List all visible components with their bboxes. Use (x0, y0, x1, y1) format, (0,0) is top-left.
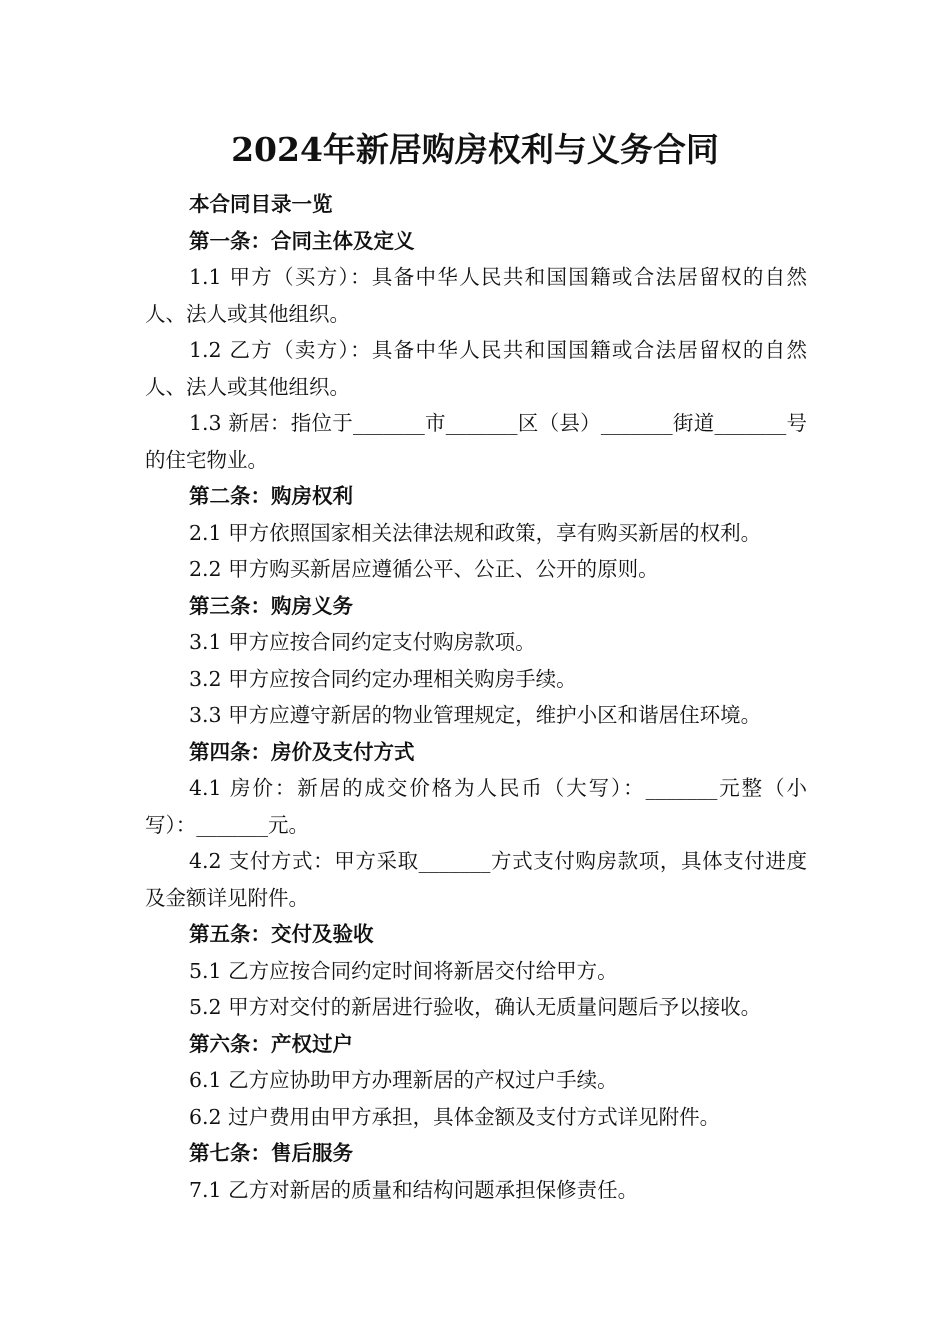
clause-paragraph: 6.1 乙方应协助甲方办理新居的产权过户手续。 (189, 1068, 618, 1092)
clause-paragraph: 7.1 乙方对新居的质量和结构问题承担保修责任。 (189, 1177, 639, 1202)
clause-paragraph: 2.2 甲方购买新居应遵循公平、公正、公开的原则。 (189, 557, 659, 581)
section-heading: 第四条：房价及支付方式 (189, 739, 415, 764)
clause-paragraph: 6.2 过户费用由甲方承担，具体金额及支付方式详见附件。 (189, 1104, 721, 1129)
section-heading: 第七条：售后服务 (189, 1141, 353, 1165)
clause-paragraph: 2.1 甲方依照国家相关法律法规和政策，享有购买新居的权利。 (189, 520, 762, 545)
clause-paragraph: 3.1 甲方应按合同约定支付购房款项。 (189, 630, 536, 654)
clause-paragraph: 4.1 房价：新居的成交价格为人民币（大写）：_______元整（小写）：_______元。 (145, 776, 807, 837)
clause-paragraph: 3.2 甲方应按合同约定办理相关购房手续。 (189, 666, 577, 691)
section-heading: 第五条：交付及验收 (189, 922, 374, 946)
document-title: 2024年新居购房权利与义务合同 (231, 130, 719, 169)
section-heading: 第六条：产权过户 (189, 1031, 353, 1056)
section-heading: 第一条：合同主体及定义 (189, 228, 415, 253)
toc-heading: 本合同目录一览 (189, 192, 333, 216)
clause-paragraph: 5.2 甲方对交付的新居进行验收，确认无质量问题后予以接收。 (189, 995, 762, 1019)
clause-paragraph: 4.2 支付方式：甲方采取_______方式支付购房款项，具体支付进度及金额详见附件。 (145, 849, 807, 910)
section-heading: 第三条：购房义务 (189, 593, 353, 618)
document-body (145, 186, 807, 1208)
clause-paragraph: 1.1 甲方（买方）：具备中华人民共和国国籍或合法居留权的自然人、法人或其他组织。 (145, 265, 807, 326)
clause-paragraph: 1.3 新居：指位于_______市_______区（县）_______街道_______号的住宅物业。 (145, 411, 807, 472)
clause-paragraph: 3.3 甲方应遵守新居的物业管理规定，维护小区和谐居住环境。 (189, 703, 762, 727)
clause-paragraph: 5.1 乙方应按合同约定时间将新居交付给甲方。 (189, 958, 618, 983)
clause-paragraph: 1.2 乙方（卖方）：具备中华人民共和国国籍或合法居留权的自然人、法人或其他组织。 (145, 338, 807, 399)
section-heading: 第二条：购房权利 (189, 484, 353, 508)
